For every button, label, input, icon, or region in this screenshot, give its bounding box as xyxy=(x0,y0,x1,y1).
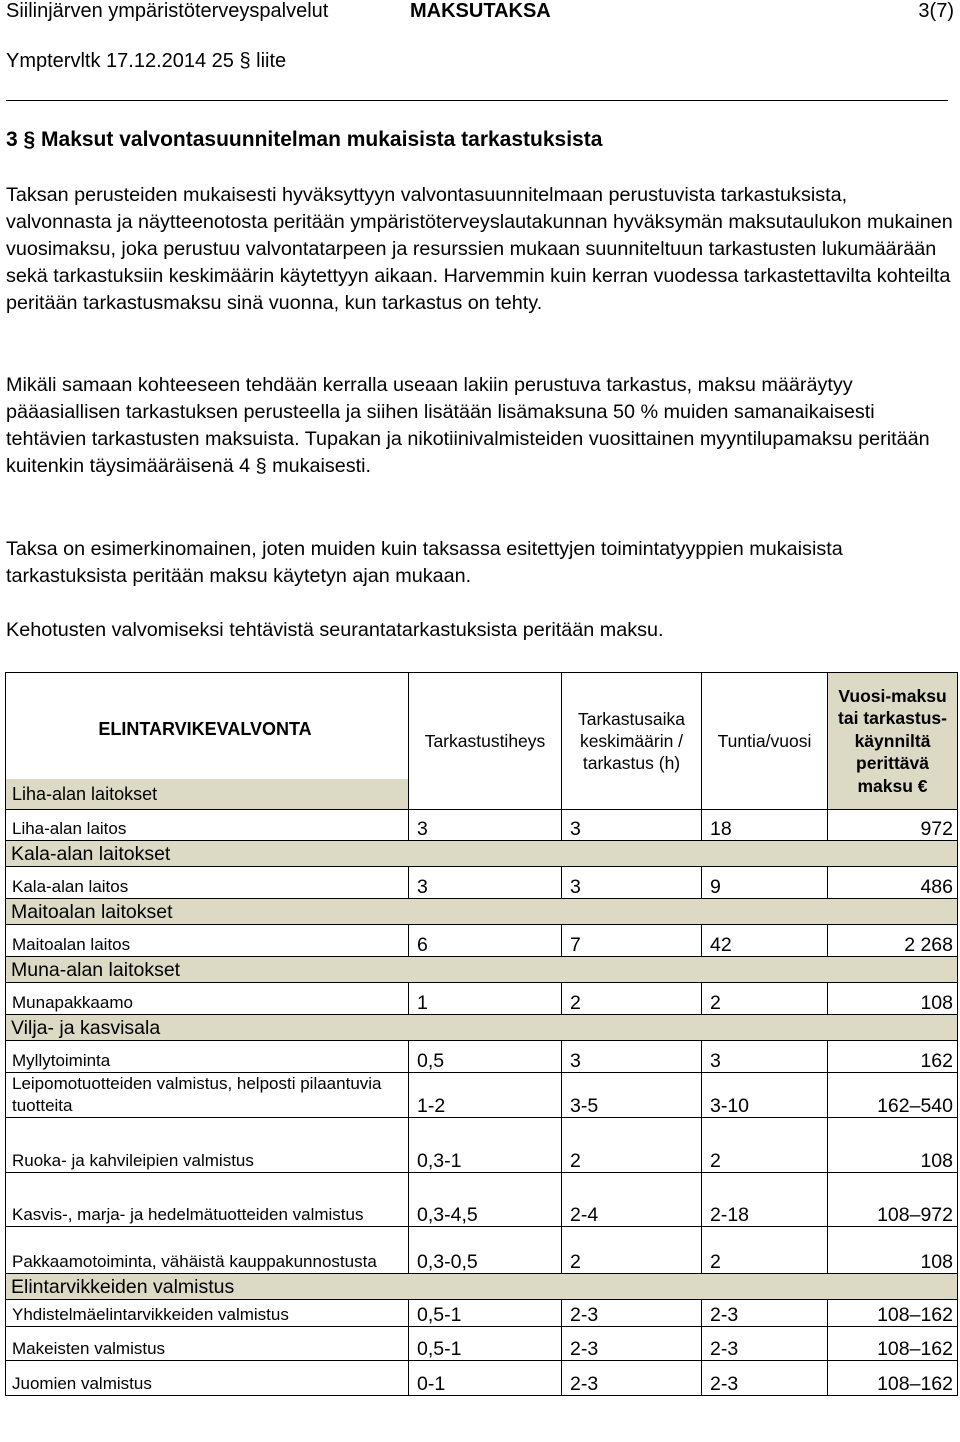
table-row xyxy=(6,1173,958,1227)
annual-fee: 108–162 xyxy=(828,1327,958,1361)
header-hours: Tuntia/vuosi xyxy=(702,673,828,810)
category-label: Elintarvikkeiden valmistus xyxy=(6,1274,958,1300)
activity-label: Makeisten valmistus xyxy=(6,1327,409,1361)
category-label: Kala-alan laitokset xyxy=(6,841,958,867)
annual-fee: 108–162 xyxy=(828,1361,958,1396)
table-row xyxy=(6,1227,958,1274)
category-row xyxy=(6,957,958,983)
inspection-duration: 2-4 xyxy=(562,1173,702,1227)
hours-per-year: 42 xyxy=(702,925,828,957)
hours-per-year: 9 xyxy=(702,867,828,899)
activity-label: Myllytoiminta xyxy=(6,1041,409,1073)
paragraph-3: Taksa on esimerkinomainen, joten muiden kuin taksassa esitettyjen toimintatyyppien mukaisista tarkastuksista peritään maksu käytetyn ajan mukaan. xyxy=(6,538,843,587)
inspection-frequency: 0,5 xyxy=(409,1041,562,1073)
category-row xyxy=(6,841,958,867)
inspection-frequency: 0,3-0,5 xyxy=(409,1227,562,1274)
annual-fee: 162 xyxy=(828,1041,958,1073)
inspection-duration: 3 xyxy=(562,810,702,841)
activity-label: Kala-alan laitos xyxy=(6,867,409,899)
header-duration: Tarkastusaika keskimäärin / tarkastus (h) xyxy=(562,673,702,810)
paragraph-2: Mikäli samaan kohteeseen tehdään kerralla useaan lakiin perustuva tarkastus, maksu määräytyy pääasiallisen tarkastuksen perusteella ja siihen lisätään lisämaksuna 50 % muiden samanaikaisesti tehtävien tarkastusten maksuista. Tupakan ja nikotiinivalmisteiden vuosittainen myyntilupamaksu peritään kuitenkin täysimääräisenä 4 § mukaisesti. xyxy=(6,374,930,477)
inspection-duration: 2-3 xyxy=(562,1300,702,1327)
hours-per-year: 2-3 xyxy=(702,1327,828,1361)
activity-label: Kasvis-, marja- ja hedelmätuotteiden valmistus xyxy=(6,1173,409,1227)
page-header xyxy=(6,0,954,26)
inspection-frequency: 6 xyxy=(409,925,562,957)
inspection-duration: 2 xyxy=(562,983,702,1015)
annual-fee: 108 xyxy=(828,983,958,1015)
inspection-duration: 2-3 xyxy=(562,1361,702,1396)
activity-label: Ruoka- ja kahvileipien valmistus xyxy=(6,1118,409,1173)
fee-table xyxy=(5,672,958,1396)
header-fee: Vuosi-maksu tai tarkastus-käynniltä perittävä maksu € xyxy=(828,673,958,810)
hours-per-year: 2-3 xyxy=(702,1361,828,1396)
inspection-frequency: 1 xyxy=(409,983,562,1015)
table-row xyxy=(6,983,958,1015)
category-label: Muna-alan laitokset xyxy=(6,957,958,983)
inspection-frequency: 3 xyxy=(409,810,562,841)
inspection-frequency: 0,3-1 xyxy=(409,1118,562,1173)
section-title: 3 § Maksut valvontasuunnitelman mukaisista tarkastuksista xyxy=(6,128,603,151)
inspection-duration: 7 xyxy=(562,925,702,957)
inspection-frequency: 3 xyxy=(409,867,562,899)
annual-fee: 108 xyxy=(828,1118,958,1173)
document-title: MAKSUTAKSA xyxy=(410,0,551,22)
table-row xyxy=(6,867,958,899)
header-frequency: Tarkastustiheys xyxy=(409,673,562,810)
organization-name: Siilinjärven ympäristöterveyspalvelut xyxy=(6,0,329,22)
inspection-frequency: 0-1 xyxy=(409,1361,562,1396)
activity-label: Maitoalan laitos xyxy=(6,925,409,957)
inspection-duration: 2-3 xyxy=(562,1327,702,1361)
hours-per-year: 2 xyxy=(702,1118,828,1173)
activity-label: Pakkaamotoiminta, vähäistä kauppakunnostusta xyxy=(6,1227,409,1274)
paragraph-1: Taksan perusteiden mukaisesti hyväksyttyyn valvontasuunnitelmaan perustuvista tarkastuksista, valvonnasta ja näytteenotosta peritään ympäristöterveyslautakunnan hyväksymän maksutaulukon mukainen vuosimaksu, joka perustuu valvontatarpeen ja resurssien mukaan suunniteltuun tarkastusten lukumäärään sekä tarkastuksiin keskimäärin käytettyyn aikaan. Harvemmin kuin kerran vuodessa tarkastettavilta kohteilta peritään tarkastusmaksu sinä vuonna, kun tarkastus on tehty. xyxy=(6,184,953,314)
header-divider xyxy=(6,100,948,101)
hours-per-year: 2 xyxy=(702,1227,828,1274)
table-row xyxy=(6,810,958,841)
inspection-duration: 3 xyxy=(562,1041,702,1073)
inspection-duration: 2 xyxy=(562,1227,702,1274)
inspection-frequency: 1-2 xyxy=(409,1073,562,1118)
activity-label: Leipomotuotteiden valmistus, helposti pilaantuvia tuotteita xyxy=(6,1073,409,1118)
hours-per-year: 3 xyxy=(702,1041,828,1073)
annual-fee: 108 xyxy=(828,1227,958,1274)
inspection-frequency: 0,5-1 xyxy=(409,1327,562,1361)
first-category-label: Liha-alan laitokset xyxy=(6,779,408,809)
inspection-duration: 2 xyxy=(562,1118,702,1173)
hours-per-year: 2-18 xyxy=(702,1173,828,1227)
meeting-reference: Ymptervltk 17.12.2014 25 § liite xyxy=(6,50,287,72)
page-number: 3(7) xyxy=(918,0,954,22)
inspection-duration: 3-5 xyxy=(562,1073,702,1118)
inspection-frequency: 0,3-4,5 xyxy=(409,1173,562,1227)
hours-per-year: 18 xyxy=(702,810,828,841)
table-row xyxy=(6,1041,958,1073)
activity-label: Munapakkaamo xyxy=(6,983,409,1015)
table-row xyxy=(6,1361,958,1396)
table-row xyxy=(6,925,958,957)
hours-per-year: 2 xyxy=(702,983,828,1015)
annual-fee: 108–162 xyxy=(828,1300,958,1327)
annual-fee: 486 xyxy=(828,867,958,899)
activity-label: Liha-alan laitos xyxy=(6,810,409,841)
table-row xyxy=(6,1300,958,1327)
annual-fee: 972 xyxy=(828,810,958,841)
annual-fee: 2 268 xyxy=(828,925,958,957)
inspection-frequency: 0,5-1 xyxy=(409,1300,562,1327)
paragraph-4: Kehotusten valvomiseksi tehtävistä seurantatarkastuksista peritään maksu. xyxy=(6,619,664,641)
table-row xyxy=(6,1327,958,1361)
table-title: ELINTARVIKEVALVONTA xyxy=(98,719,312,739)
category-row xyxy=(6,899,958,925)
category-row xyxy=(6,1274,958,1300)
annual-fee: 162–540 xyxy=(828,1073,958,1118)
annual-fee: 108–972 xyxy=(828,1173,958,1227)
category-row xyxy=(6,1015,958,1041)
category-label: Maitoalan laitokset xyxy=(6,899,958,925)
category-label: Vilja- ja kasvisala xyxy=(6,1015,958,1041)
inspection-duration: 3 xyxy=(562,867,702,899)
activity-label: Juomien valmistus xyxy=(6,1361,409,1396)
hours-per-year: 2-3 xyxy=(702,1300,828,1327)
hours-per-year: 3-10 xyxy=(702,1073,828,1118)
table-header-row xyxy=(6,673,958,810)
table-row xyxy=(6,1118,958,1173)
table-title-cell xyxy=(6,673,409,810)
activity-label: Yhdistelmäelintarvikkeiden valmistus xyxy=(6,1300,409,1327)
table-row xyxy=(6,1073,958,1118)
